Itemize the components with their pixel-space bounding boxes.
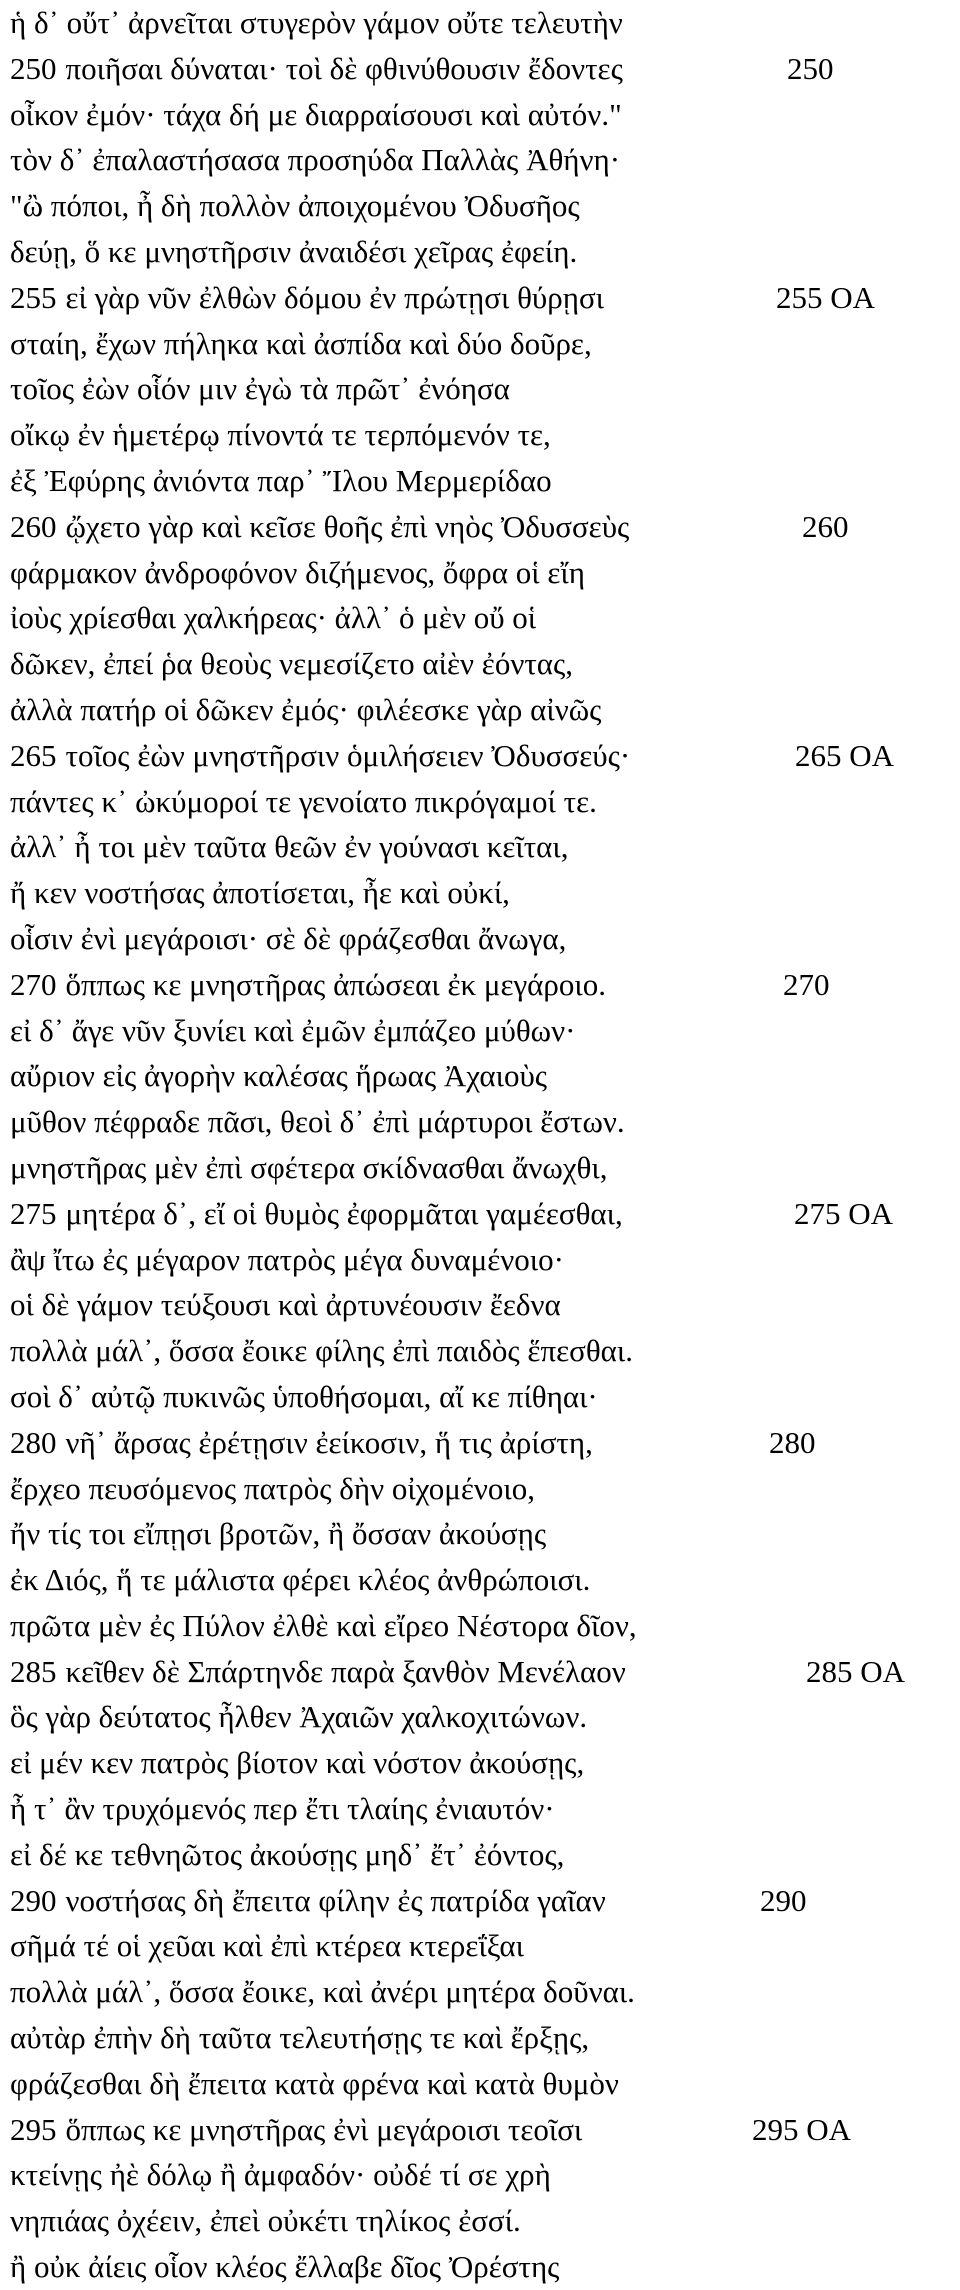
verse-line [10, 0, 950, 46]
verse-line [10, 2107, 950, 2153]
verse-line [10, 2061, 950, 2107]
verse-line [10, 412, 950, 458]
line-number: 255 [10, 279, 57, 315]
verse-line [10, 1557, 950, 1603]
verse-text: μῦθον πέφραδε πᾶσι, θεοὶ δ᾽ ἐπὶ μάρτυροι ἔστων. [10, 1104, 625, 1140]
verse-text: σταίη, ἔχων πήληκα καὶ ἀσπίδα καὶ δύο δοῦρε, [10, 325, 592, 361]
line-number: 265 [10, 737, 57, 773]
verse-text: ἐκ Διός, ἥ τε μάλιστα φέρει κλέος ἀνθρώποισι. [10, 1562, 591, 1598]
verse-text: οἱ δὲ γάμον τεύξουσι καὶ ἀρτυνέουσιν ἔεδνα [10, 1287, 561, 1323]
margin-reference: 275 OA [794, 1195, 894, 1231]
verse-text: ποιῆσαι δύναται· τοὶ δὲ φθινύθουσιν ἔδοντες [65, 50, 623, 86]
verse-line [10, 1420, 950, 1466]
verse-text: νοστήσας δὴ ἔπειτα φίλην ἐς πατρίδα γαῖαν [65, 1882, 606, 1918]
margin-reference: 295 OA [752, 2111, 852, 2147]
verse-line [10, 779, 950, 825]
verse-text: εἰ μέν κεν πατρὸς βίοτον καὶ νόστον ἀκούσῃς, [10, 1745, 585, 1781]
verse-text: κεῖθεν δὲ Σπάρτηνδε παρὰ ξανθὸν Μενέλαον [65, 1653, 626, 1689]
margin-reference: 280 [769, 1424, 816, 1460]
line-number: 285 [10, 1653, 57, 1689]
line-number: 290 [10, 1882, 57, 1918]
verse-text: νῆ᾽ ἄρσας ἐρέτῃσιν ἐείκοσιν, ἥ τις ἀρίστη, [65, 1424, 593, 1460]
verse-line [10, 1328, 950, 1374]
margin-reference: 290 [760, 1882, 807, 1918]
verse-text: ἤν τίς τοι εἴπῃσι βροτῶν, ἢ ὄσσαν ἀκούσῃς [10, 1516, 547, 1552]
verse-line [10, 137, 950, 183]
verse-text: τοῖος ἐὼν μνηστῆρσιν ὁμιλήσειεν Ὀδυσσεύς· [65, 737, 631, 773]
verse-line [10, 1374, 950, 1420]
verse-line [10, 687, 950, 733]
verse-text: σοὶ δ᾽ αὐτῷ πυκινῶς ὑποθήσομαι, αἴ κε πίθηαι· [10, 1378, 598, 1414]
margin-reference: 265 OA [795, 737, 895, 773]
verse-line [10, 2198, 950, 2244]
verse-line [10, 229, 950, 275]
verse-text: ἔρχεο πευσόμενος πατρὸς δὴν οἰχομένοιο, [10, 1470, 536, 1506]
verse-line [10, 550, 950, 596]
verse-line [10, 1191, 950, 1237]
verse-text: οἶκον ἐμόν· τάχα δή με διαρραίσουσι καὶ αὐτόν." [10, 96, 622, 132]
verse-line [10, 1511, 950, 1557]
verse-text: τὸν δ᾽ ἐπαλαστήσασα προσηύδα Παλλὰς Ἀθήνη· [10, 142, 621, 178]
verse-text: ἐξ Ἐφύρης ἀνιόντα παρ᾽ Ἴλου Μερμερίδαο [10, 462, 552, 498]
verse-text: πρῶτα μὲν ἐς Πύλον ἐλθὲ καὶ εἴρεο Νέστορα δῖον, [10, 1607, 637, 1643]
verse-line [10, 504, 950, 550]
verse-line [10, 321, 950, 367]
verse-line [10, 458, 950, 504]
verse-text: εἰ δ᾽ ἄγε νῦν ξυνίει καὶ ἐμῶν ἐμπάζεο μύθων· [10, 1012, 576, 1048]
verse-line [10, 1649, 950, 1695]
verse-text: φράζεσθαι δὴ ἔπειτα κατὰ φρένα καὶ κατὰ θυμὸν [10, 2065, 619, 2101]
verse-text: αὔριον εἰς ἀγορὴν καλέσας ἥρωας Ἀχαιοὺς [10, 1058, 548, 1094]
verse-text: πάντες κ᾽ ὠκύμοροί τε γενοίατο πικρόγαμοί τε. [10, 783, 597, 819]
verse-line [10, 1237, 950, 1283]
margin-reference: 260 [802, 508, 849, 544]
verse-text: ἤ κεν νοστήσας ἀποτίσεται, ἦε καὶ οὐκί, [10, 875, 510, 911]
verse-text: εἰ γὰρ νῦν ἐλθὼν δόμου ἐν πρώτῃσι θύρῃσι [65, 279, 605, 315]
verse-line [10, 1099, 950, 1145]
verse-line [10, 962, 950, 1008]
line-number: 260 [10, 508, 57, 544]
verse-line [10, 2152, 950, 2198]
verse-text: νηπιάας ὀχέειν, ἐπεὶ οὐκέτι τηλίκος ἐσσί. [10, 2203, 521, 2239]
verse-text: αὐτὰρ ἐπὴν δὴ ταῦτα τελευτήσῃς τε καὶ ἔρξῃς, [10, 2020, 590, 2056]
margin-reference: 255 OA [776, 279, 876, 315]
verse-text: ἂψ ἴτω ἐς μέγαρον πατρὸς μέγα δυναμένοιο· [10, 1241, 564, 1277]
verse-line [10, 1603, 950, 1649]
verse-text: εἰ δέ κε τεθνηῶτος ἀκούσῃς μηδ᾽ ἔτ᾽ ἐόντος, [10, 1836, 565, 1872]
greek-text-document [10, 0, 950, 2290]
verse-text: ὃς γὰρ δεύτατος ἦλθεν Ἀχαιῶν χαλκοχιτώνων. [10, 1699, 588, 1735]
verse-line [10, 1053, 950, 1099]
verse-line [10, 1878, 950, 1924]
verse-text: "ὢ πόποι, ἦ δὴ πολλὸν ἀποιχομένου Ὀδυσῆος [10, 188, 580, 224]
line-number: 280 [10, 1424, 57, 1460]
verse-line [10, 1466, 950, 1512]
verse-text: μνηστῆρας μὲν ἐπὶ σφέτερα σκίδνασθαι ἄνωχθι, [10, 1149, 608, 1185]
verse-line [10, 733, 950, 779]
verse-line [10, 870, 950, 916]
verse-line [10, 2015, 950, 2061]
verse-line [10, 1008, 950, 1054]
verse-line [10, 366, 950, 412]
verse-text: φάρμακον ἀνδροφόνον διζήμενος, ὄφρα οἱ εἴη [10, 554, 585, 590]
verse-text: ὅππως κε μνηστῆρας ἐνὶ μεγάροισι τεοῖσι [65, 2111, 583, 2147]
line-number: 250 [10, 50, 57, 86]
verse-text: σῆμά τέ οἱ χεῦαι καὶ ἐπὶ κτέρεα κτερεΐξαι [10, 1928, 524, 1964]
verse-text: ἦ τ᾽ ἂν τρυχόμενός περ ἔτι τλαίης ἐνιαυτόν· [10, 1791, 555, 1827]
verse-line [10, 641, 950, 687]
verse-line [10, 916, 950, 962]
verse-line [10, 1969, 950, 2015]
verse-text: πολλὰ μάλ᾽, ὅσσα ἔοικε φίλης ἐπὶ παιδὸς ἕπεσθαι. [10, 1333, 634, 1369]
verse-line [10, 1923, 950, 1969]
verse-text: μητέρα δ᾽, εἴ οἱ θυμὸς ἐφορμᾶται γαμέεσθαι, [65, 1195, 623, 1231]
verse-line [10, 595, 950, 641]
verse-text: οἷσιν ἐνὶ μεγάροισι· σὲ δὲ φράζεσθαι ἄνωγα, [10, 920, 567, 956]
line-number: 275 [10, 1195, 57, 1231]
verse-text: ἡ δ᾽ οὔτ᾽ ἀρνεῖται στυγερὸν γάμον οὔτε τελευτὴν [10, 5, 623, 40]
line-number: 270 [10, 966, 57, 1002]
verse-line [10, 824, 950, 870]
margin-reference: 270 [783, 966, 830, 1002]
verse-line [10, 2244, 950, 2290]
verse-text: ὅππως κε μνηστῆρας ἀπώσεαι ἐκ μεγάροιο. [65, 966, 606, 1002]
line-number: 295 [10, 2111, 57, 2147]
verse-line [10, 1282, 950, 1328]
verse-text: πολλὰ μάλ᾽, ὅσσα ἔοικε, καὶ ἀνέρι μητέρα δοῦναι. [10, 1974, 635, 2010]
verse-line [10, 92, 950, 138]
verse-text: ἀλλὰ πατήρ οἱ δῶκεν ἐμός· φιλέεσκε γὰρ αἰνῶς [10, 691, 602, 727]
verse-line [10, 1740, 950, 1786]
verse-text: κτείνῃς ἠὲ δόλῳ ἢ ἀμφαδόν· οὐδέ τί σε χρὴ [10, 2157, 551, 2193]
verse-text: ἰοὺς χρίεσθαι χαλκήρεας· ἀλλ᾽ ὁ μὲν οὔ οἱ [10, 600, 537, 636]
verse-line [10, 1694, 950, 1740]
verse-line [10, 1832, 950, 1878]
verse-text: δῶκεν, ἐπεί ῥα θεοὺς νεμεσίζετο αἰὲν ἐόντας, [10, 646, 574, 682]
verse-line [10, 183, 950, 229]
verse-text: οἴκῳ ἐν ἡμετέρῳ πίνοντά τε τερπόμενόν τε, [10, 417, 551, 453]
verse-line [10, 1786, 950, 1832]
verse-line [10, 275, 950, 321]
verse-text: ἀλλ᾽ ἦ τοι μὲν ταῦτα θεῶν ἐν γούνασι κεῖται, [10, 829, 569, 865]
verse-text: ἢ οὐκ ἀίεις οἷον κλέος ἔλλαβε δῖος Ὀρέστης [10, 2249, 560, 2285]
verse-line [10, 1145, 950, 1191]
verse-text: ᾤχετο γὰρ καὶ κεῖσε θοῆς ἐπὶ νηὸς Ὀδυσσεὺς [65, 508, 630, 544]
verse-text: δεύῃ, ὅ κε μνηστῆρσιν ἀναιδέσι χεῖρας ἐφείη. [10, 233, 578, 269]
margin-reference: 250 [787, 50, 834, 86]
margin-reference: 285 OA [806, 1653, 906, 1689]
verse-line [10, 46, 950, 92]
verse-text: τοῖος ἐὼν οἷόν μιν ἐγὼ τὰ πρῶτ᾽ ἐνόησα [10, 371, 510, 407]
